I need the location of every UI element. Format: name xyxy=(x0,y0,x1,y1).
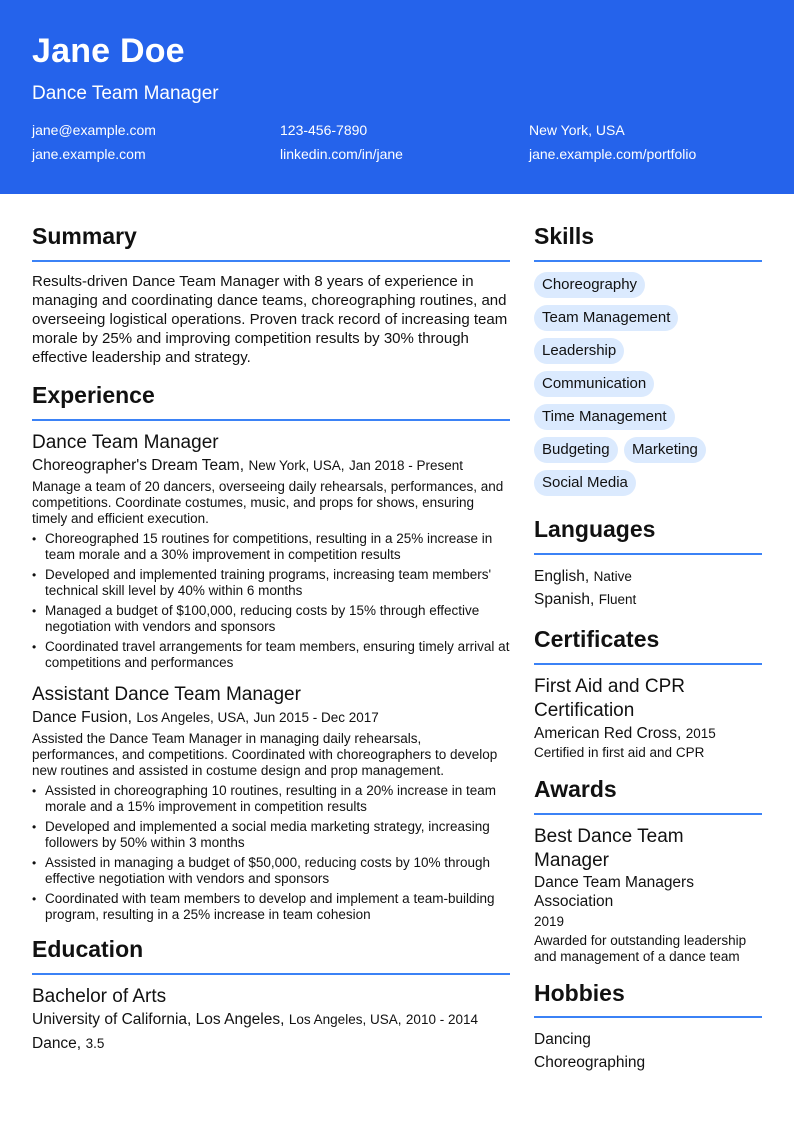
award-issuer: Dance Team Managers Association xyxy=(534,873,694,910)
job-bullet: • Choreographed 15 routines for competitions, resulting in a 25% increase in team morale and a 30% improvement in competition results xyxy=(32,531,510,563)
job-meta xyxy=(32,707,510,729)
job-bullets xyxy=(32,531,510,671)
job-company: Choreographer's Dream Team, xyxy=(32,456,245,474)
job-title: Assistant Dance Team Manager xyxy=(32,683,301,705)
side-column xyxy=(534,222,762,1074)
job-bullets xyxy=(32,783,510,923)
job-entry xyxy=(32,431,510,671)
skill-tag: Budgeting xyxy=(534,437,618,463)
main-column xyxy=(32,222,510,1057)
field-of-study: Dance, xyxy=(32,1034,82,1052)
job-dates: Jun 2015 - Dec 2017 xyxy=(253,709,379,725)
phone-text: 123-456-7890 xyxy=(280,122,368,138)
languages-heading: Languages xyxy=(534,515,762,555)
languages-list xyxy=(534,565,762,611)
language-item xyxy=(534,565,762,588)
education-field xyxy=(32,1033,510,1055)
school-name: University of California, Los Angeles, xyxy=(32,1010,285,1028)
skill-tag: Time Management xyxy=(534,404,675,430)
language-level: Native xyxy=(593,568,632,584)
certificate-issuer: American Red Cross, xyxy=(534,724,682,742)
certificate-title: First Aid and CPR Certification xyxy=(534,675,685,721)
job-bullet: • Developed and implemented training programs, increasing team members' technical skill level by 40% within 6 months xyxy=(32,567,510,599)
job-bullet: • Developed and implemented a social media marketing strategy, increasing followers by 50% within 3 months xyxy=(32,819,510,851)
job-meta xyxy=(32,455,510,477)
language-name: English, xyxy=(534,567,590,585)
certificate-year: 2015 xyxy=(685,725,716,741)
job-bullet: • Coordinated travel arrangements for team members, ensuring timely arrival at competitions and performances xyxy=(32,639,510,671)
hobbies-list xyxy=(534,1028,762,1074)
job-bullet: • Managed a budget of $100,000, reducing costs by 15% through effective negotiation with vendors and sponsors xyxy=(32,603,510,635)
job-dates: Jan 2018 - Present xyxy=(348,457,464,473)
job-entry xyxy=(32,683,510,923)
skills-heading: Skills xyxy=(534,222,762,262)
skills-list xyxy=(534,272,762,503)
job-bullet: • Coordinated with team members to develop and implement a team-building program, resulting in a 25% increase in team cohesion xyxy=(32,891,510,923)
linkedin-link[interactable]: linkedin.com/in/jane xyxy=(280,146,403,162)
certificates-heading: Certificates xyxy=(534,625,762,665)
hobby-item: Choreographing xyxy=(534,1054,646,1072)
job-company: Dance Fusion, xyxy=(32,708,132,726)
award-entry xyxy=(534,825,762,965)
resume-header xyxy=(0,0,794,194)
award-description: Awarded for outstanding leadership and management of a dance team xyxy=(534,932,747,964)
hobby-item: Dancing xyxy=(534,1031,591,1049)
language-level: Fluent xyxy=(598,591,637,607)
education-dates: 2010 - 2014 xyxy=(405,1011,478,1027)
job-description: Assisted the Dance Team Manager in managing daily rehearsals, performances, and competitions. Coordinated with choreographers to develop new routines and assisted in costume design and prop management. xyxy=(32,730,498,778)
candidate-name: Jane Doe xyxy=(32,32,185,70)
awards-heading: Awards xyxy=(534,775,762,815)
school-location: Los Angeles, USA, xyxy=(288,1011,402,1027)
award-title: Best Dance Team Manager xyxy=(534,825,684,871)
candidate-title: Dance Team Manager xyxy=(32,83,219,104)
gpa: 3.5 xyxy=(85,1035,105,1051)
language-name: Spanish, xyxy=(534,590,595,608)
job-bullet: • Assisted in managing a budget of $50,000, reducing costs by 10% through effective negotiation with vendors and sponsors xyxy=(32,855,510,887)
education-heading: Education xyxy=(32,935,510,975)
skill-tag: Team Management xyxy=(534,305,678,331)
job-bullet: • Assisted in choreographing 10 routines, resulting in a 20% increase in team morale and a 15% improvement in competition results xyxy=(32,783,510,815)
website-link[interactable]: jane.example.com xyxy=(32,146,146,162)
skill-tag: Leadership xyxy=(534,338,624,364)
certificate-meta xyxy=(534,723,762,745)
skill-tag: Social Media xyxy=(534,470,636,496)
degree-title: Bachelor of Arts xyxy=(32,985,167,1007)
hobbies-heading: Hobbies xyxy=(534,979,762,1019)
skill-tag: Marketing xyxy=(624,437,706,463)
language-item xyxy=(534,588,762,611)
job-title: Dance Team Manager xyxy=(32,431,219,453)
skill-tag: Communication xyxy=(534,371,654,397)
certificate-entry xyxy=(534,675,762,761)
skill-tag: Choreography xyxy=(534,272,645,298)
experience-heading: Experience xyxy=(32,381,510,421)
summary-heading: Summary xyxy=(32,222,510,262)
job-description: Manage a team of 20 dancers, overseeing daily rehearsals, performances, and competitions. Coordinate costumes, music, and props for shows, ensuring timely and efficient execution. xyxy=(32,478,504,526)
location-text: New York, USA xyxy=(529,122,625,138)
certificate-description: Certified in first aid and CPR xyxy=(534,744,705,760)
summary-text: Results-driven Dance Team Manager with 8 years of experience in managing and coordinating dance teams, choreographing routines, and overseeing logistical operations. Proven track record of increasing team morale by 25% and improving competition results by 30% through effective leadership and strategy. xyxy=(32,272,508,366)
portfolio-link[interactable]: jane.example.com/portfolio xyxy=(529,146,697,162)
job-location: Los Angeles, USA, xyxy=(136,709,249,725)
education-meta xyxy=(32,1009,510,1031)
job-location: New York, USA, xyxy=(248,457,345,473)
email-link[interactable]: jane@example.com xyxy=(32,122,156,138)
award-year: 2019 xyxy=(534,913,565,929)
